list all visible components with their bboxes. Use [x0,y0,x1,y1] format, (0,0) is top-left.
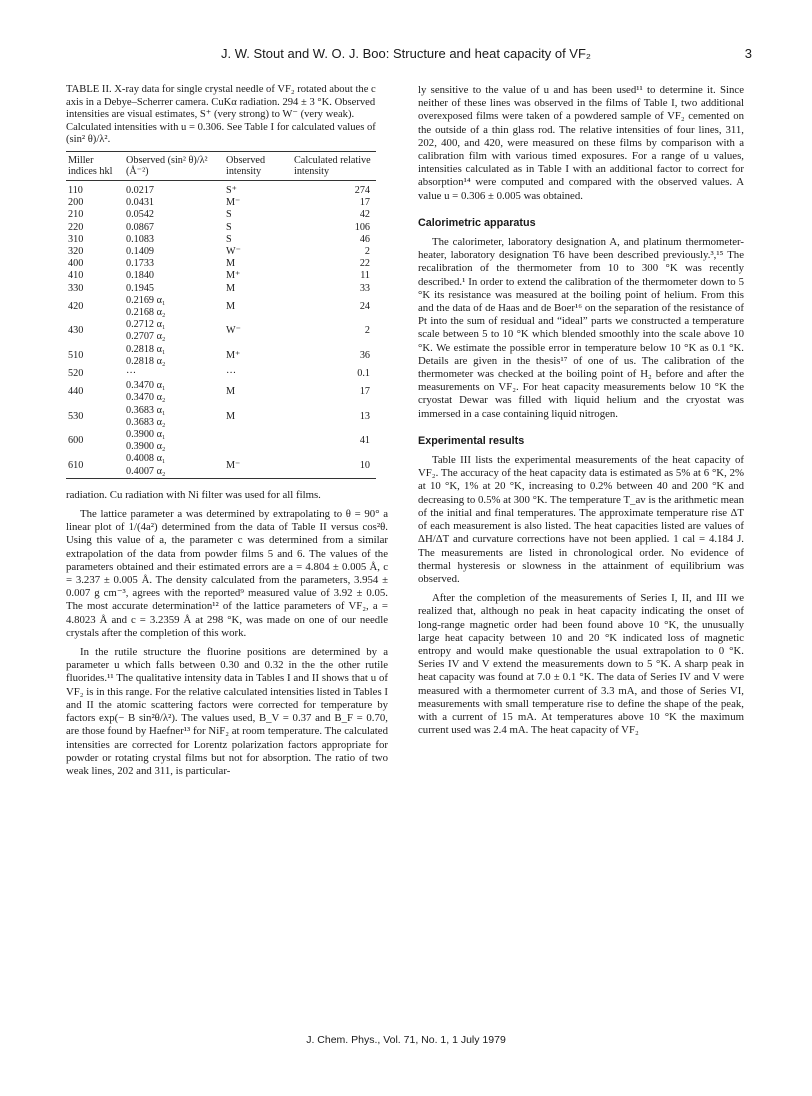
observed-value: 0.2169 α₁ [126,294,166,306]
observed-value: 0.4008 α₁ [126,453,166,465]
cell-calculated-intensity: 42 [359,209,370,221]
cell-observed-intensity: ··· [226,368,237,380]
cell-calculated-intensity: 10 [359,459,370,471]
cell-observed-intensity: M⁻ [226,459,241,471]
cell-observed-sin [124,405,224,429]
body-paragraph: radiation. Cu radiation with Ni filter was used for all films. [66,488,321,501]
cell-observed-sin [124,180,224,197]
table-row [66,283,376,295]
cell-hkl: 210 [68,209,84,221]
table-header [66,151,376,180]
page-number: 3 [744,46,752,61]
cell-observed-intensity: M [226,258,236,270]
xray-data-table [66,151,376,479]
cell-observed-sin [124,380,224,404]
observed-value: 0.1733 [126,258,155,270]
cell-hkl: 400 [68,258,84,270]
table-row [66,429,376,453]
body-paragraph: The lattice parameter a was determined by extrapolating to θ = 90° a linear plot of 1/(4a²) determined from the data of Table II versus cos²θ. Using this value of a, the parameter c was determined from a similar extrapolation of the data from powder films 5 and 6. The values of the parameters obtained and their estimated errors are a = 4.804 ± 0.005 Å, c = 3.237 ± 0.005 Å. The density calculated from the parameters, 3.954 ± 0.007 g cm⁻³, agrees with the reported⁹ measured value of 3.92 ± 0.05. The most accurate determination¹² of the lattice parameters of VF₂, a = 4.8023 Å and c = 3.2359 Å at 298 °K, was made on one of our needle crystals after the completion of this work. [66,508,388,639]
cell-observed-intensity: W⁻ [226,325,241,337]
observed-value: 0.2707 α₂ [126,331,166,343]
table-row [66,368,376,380]
cell-observed-sin [124,258,224,270]
col-header-hkl: Miller indices hkl [68,154,113,178]
observed-value: 0.1945 [126,282,155,294]
col-header-calculated-intensity: Calculated relative intensity [294,154,371,178]
table-row [66,258,376,270]
left-column [66,84,388,784]
cell-observed-sin [124,319,224,343]
journal-footer: J. Chem. Phys., Vol. 71, No. 1, 1 July 1979 [306,1034,506,1046]
col-header-observed-intensity: Observed intensity [226,154,266,178]
observed-value: 0.3470 α₁ [126,380,166,392]
cell-observed-sin [124,429,224,453]
observed-value: 0.3900 α₂ [126,441,166,453]
observed-value: 0.1409 [126,245,155,257]
observed-value: 0.2818 α₂ [126,355,166,367]
body-paragraph: In the rutile structure the fluorine positions are determined by a parameter u which falls between 0.30 and 0.32 in the the other rutile fluorides.¹¹ The qualitative intensity data in Tables I and II shows that u of VF₂ is in this range. For the relative calculated intensities listed in Tables I and II the atomic scattering factors were corrected for temperature by factors exp(− B sin²θ/λ²). The values used, B_V = 0.37 and B_F = 0.70, are those found by Haefner¹³ for NiF₂ at room temperature. The calculated intensities are corrected for Lorentz polarization factors appropriate for powder or rotating crystal films but not for absorption. The ratio of two weak lines, 202 and 311, is particular- [66,646,388,777]
cell-hkl: 330 [68,282,84,294]
paragraph-calorimetric: The calorimeter, laboratory designation A, and platinum thermometer-heater, laboratory designation T6 have been described previously.³,¹⁵ The recalibration of the thermometer from 10 to 300 °K was recently described.¹ In order to extend the calibration of the thermometer down to 5 °K its resistance was measured at the boiling point of helium. From this and the data of de Haas and de Boer¹⁶ on the separation of the resistance of Pt into the sum of residual and “ideal” parts we constructed a temperature scale between 5 to 10 °K which blended smoothly into the scale above 10 °K. We estimate the possible error in temperature below 10 °K as 0.1 °K. Details are given in the thesis¹⁷ of one of us. The calibration of the thermometer was checked at the boiling point of H₂ before and after the measurements on VF₂. For heat capacity measurements below 10 °K the cryostat Dewar was filled with liquid helium and the cryostat was immersed in a case containing liquid nitrogen. [418,236,744,420]
cell-calculated-intensity: 106 [354,221,370,233]
table-row [66,180,376,197]
cell-observed-sin [124,270,224,282]
table-row [66,234,376,246]
observed-value: 0.2818 α₁ [126,343,166,355]
table-row [66,344,376,368]
cell-observed-intensity: M⁺ [226,349,241,361]
cell-observed-intensity: S [226,221,232,233]
observed-value: 0.1840 [126,270,155,282]
cell-observed-intensity: S [226,233,232,245]
cell-observed-sin [124,368,224,380]
cell-observed-intensity: M [226,386,236,398]
paragraph-experimental-1: Table III lists the experimental measurements of the heat capacity of VF₂. The accuracy of the heat capacity data is estimated as 5% at 6 °K, 2% at 10 °K, 1% at 20 °K, increasing to 0.2% between 40 and 200 °K and decreasing to 0.5% at 300 °K. The temperature T_av is the arithmetic mean of the initial and final temperatures. The approximate temperature rise ΔT of each measurement is also listed. The heat capacities listed are values of ΔH/ΔT and curvature corrections have not been applied. 1 cal = 4.184 J. The measurements are listed in chronological order. No evidence of thermal hysteresis or slowness in the attainment of equilibrium was observed. [418,454,744,585]
observed-value: 0.3683 α₁ [126,404,166,416]
cell-observed-intensity: M [226,410,236,422]
table-row [66,270,376,282]
observed-value: 0.0867 [126,221,155,233]
observed-value: 0.2712 α₁ [126,319,166,331]
section-heading-calorimetric: Calorimetric apparatus [418,216,536,229]
cell-observed-sin [124,453,224,478]
cell-calculated-intensity: 13 [359,410,370,422]
cell-observed-intensity: S⁺ [226,184,238,196]
observed-value: 0.0542 [126,209,155,221]
observed-value: 0.4007 α₂ [126,465,166,477]
observed-value: 0.1083 [126,233,155,245]
cell-calculated-intensity: 17 [359,386,370,398]
table-body [66,180,376,478]
cell-calculated-intensity: 2 [364,325,370,337]
cell-hkl: 420 [68,300,84,312]
cell-calculated-intensity: 22 [359,258,370,270]
cell-hkl: 410 [68,270,84,282]
paragraph-u-parameter: ly sensitive to the value of u and has been used¹¹ to determine it. Since neither of these lines was observed in the films of Table I, two additional overexposed films were taken of a powdered sample of VF₂ cemented on the outside of a thin glass rod. The relative intensities of four lines, 311, 202, 400, and 420, were measured on these films by comparison with a calibration film with various timed exposures. For a range of u values, intensities calculated as in Table I with an additional factor to correct for absorption¹⁴ were computed and compared with the observed values. A value u = 0.306 ± 0.005 was obtained. [418,84,744,202]
paragraph-experimental-2: After the completion of the measurements of Series I, II, and III we realized that, although no peak in heat capacity indicating the onset of long-range magnetic order had been found above 10 °K, the unusually large heat capacity between 10 and 20 °K indicated loss of magnetic entropy and would make questionable the usual extrapolation to 0 °K. Series IV and V extend the measurements down to 5 °K. A sharp peak in heat capacity was found at 7.0 ± 0.1 °K. The data of Series IV and V were measured with a thermometer current of 3.3 mA, and those of Series VI, measurements with small temperature rise to define the shape of the peak, with a current of 15 mA. At temperatures above 10 °K the maximum current used was 2.4 mA. The heat capacity of VF₂ [418,592,744,737]
cell-calculated-intensity: 11 [360,270,370,282]
running-title: J. W. Stout and W. O. J. Boo: Structure and heat capacity of VF₂ [221,46,591,61]
cell-observed-sin [124,197,224,209]
cell-calculated-intensity: 33 [359,282,370,294]
cell-observed-sin [124,234,224,246]
cell-hkl: 430 [68,325,84,337]
cell-observed-intensity: W⁻ [226,245,241,257]
cell-hkl: 200 [68,197,84,209]
cell-calculated-intensity: 24 [359,300,370,312]
table-row [66,295,376,319]
cell-observed-intensity: M⁺ [226,270,241,282]
cell-calculated-intensity: 17 [359,197,370,209]
right-column [418,84,744,743]
cell-calculated-intensity: 46 [359,233,370,245]
observed-value: 0.0431 [126,197,155,209]
cell-hkl: 530 [68,410,84,422]
cell-calculated-intensity: 2 [364,245,370,257]
cell-hkl: 110 [68,184,83,196]
cell-observed-intensity: M [226,282,236,294]
cell-calculated-intensity: 36 [359,349,370,361]
cell-observed-intensity: M [226,300,236,312]
table-caption: TABLE II. X-ray data for single crystal needle of VF₂ rotated about the c axis in a Debye–Scherrer camera. CuKα radiation. 294 ± 3 °K. Observed intensities are visual estimates, S⁺ (very strong) to W⁻ (very weak). Calculated intensities with u = 0.306. See Table I for calculated values of (sin² θ)/λ². [66,84,376,146]
cell-hkl: 320 [68,245,84,257]
observed-value: 0.0217 [126,184,155,196]
table-row [66,319,376,343]
table-row [66,380,376,404]
table-row [66,405,376,429]
cell-observed-sin [124,295,224,319]
cell-hkl: 520 [68,368,84,380]
cell-hkl: 220 [68,221,84,233]
table-row [66,246,376,258]
cell-hkl: 510 [68,349,84,361]
cell-hkl: 440 [68,386,84,398]
cell-observed-sin [124,283,224,295]
cell-hkl: 310 [68,233,84,245]
table-row [66,453,376,478]
section-heading-experimental: Experimental results [418,434,525,447]
observed-value: ··· [126,368,137,380]
cell-observed-sin [124,209,224,221]
left-body-text [66,489,388,778]
table-row [66,197,376,209]
cell-calculated-intensity: 41 [359,435,370,447]
cell-hkl: 610 [68,459,84,471]
cell-calculated-intensity: 274 [354,184,370,196]
observed-value: 0.3900 α₁ [126,429,166,441]
cell-observed-sin [124,344,224,368]
cell-hkl: 600 [68,435,84,447]
cell-observed-intensity [224,429,292,453]
cell-observed-intensity: S [226,209,232,221]
cell-observed-sin [124,222,224,234]
observed-value: 0.3683 α₂ [126,416,166,428]
cell-observed-sin [124,246,224,258]
cell-observed-intensity: M⁻ [226,197,241,209]
table-row [66,222,376,234]
col-header-observed-sin: Observed (sin² θ)/λ² (Å⁻²) [126,154,208,178]
running-header [0,44,812,66]
observed-value: 0.2168 α₂ [126,307,166,318]
cell-calculated-intensity: 0.1 [357,368,370,380]
observed-value: 0.3470 α₂ [126,392,166,404]
table-row [66,209,376,221]
